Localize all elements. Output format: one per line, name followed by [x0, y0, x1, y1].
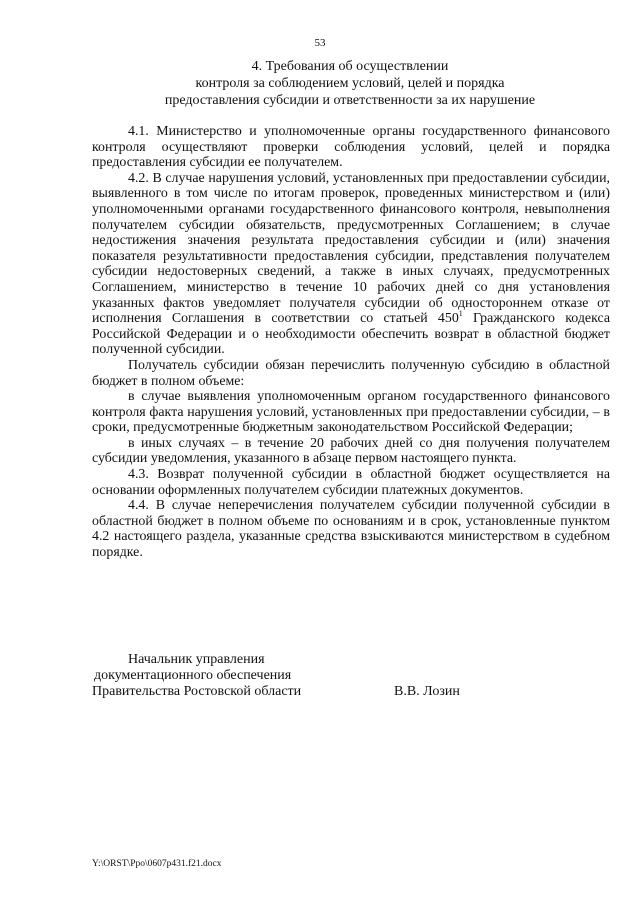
paragraph-4-2 — [92, 171, 610, 358]
signatory-name: В.В. Лозин — [394, 684, 460, 699]
paragraph-4-2-text: 4.2. В случае нарушения условий, установленных при предоставлении субсидии, выявленного в том числе по итогам проверок, проведенных министерством и (или) уполномоченными органами государственного финансового контроля, невыполнения получателем субсидии обязательств, предусмотренных Соглашением; в случае недостижения значения результата предоставления субсидии и (или) значения показателя результативности предоставления субсидии, представления получателем субсидии недостоверных сведений, а также в иных случаях, предусмотренных Соглашением, министерство в течение 10 рабочих дней со дня установления указанных фактов уведомляет получателя субсидии об одностороннем отказе от исполнения Соглашения в соответствии со статьей 450 — [92, 170, 610, 327]
article-superscript: 1 — [458, 309, 463, 319]
paragraph-repayment-case-2: в иных случаях – в течение 20 рабочих дней со дня получения получателем субсидии уведомления, указанного в абзаце первом настоящего пункта. — [92, 435, 610, 467]
paragraph-4-4: 4.4. В случае неперечисления получателем субсидии полученной субсидии в областной бюджет в полном объеме по основаниям и в срок, установленные пунктом 4.2 настоящего раздела, указанные средства взыскиваются министерством в судебном порядке. — [92, 498, 610, 561]
paragraph-4-3: 4.3. Возврат полученной субсидии в областной бюджет осуществляется на основании оформленных получателем субсидии платежных документов. — [92, 467, 610, 498]
paragraph-repayment-obligation: Получатель субсидии обязан перечислить полученную субсидию в областной бюджет в полном объеме: — [92, 357, 610, 389]
section-body — [92, 124, 610, 561]
paragraph-4-2-tail: Гражданского кодекса Российской Федерации и о необходимости обеспечить возврат в областной бюджет полученной субсидии. — [92, 311, 610, 358]
paragraph-4-1: 4.1. Министерство и уполномоченные органы государственного финансового контроля осуществляют проверки соблюдения условий, целей и порядка предоставления субсидии ее получателем. — [92, 124, 610, 171]
signatory-position-line-1: Начальник управления — [128, 652, 265, 667]
section-heading-line-3: предоставления субсидии и ответственности за их нарушение — [164, 93, 536, 108]
signatory-position-line-3: Правительства Ростовской области — [92, 684, 302, 699]
section-heading — [90, 58, 610, 109]
section-heading-line-2: контроля за соблюдением условий, целей и порядка — [195, 76, 505, 91]
signatory-position-line-2: документационного обеспечения — [94, 668, 292, 683]
signatory-position — [92, 652, 301, 700]
paragraph-repayment-case-1: в случае выявления уполномоченным органом государственного финансового контроля факта нарушения условий, установленных при предоставлении субсидии, – в сроки, предусмотренные бюджетным законодательством Российской Федерации; — [92, 389, 610, 436]
section-heading-line-1: 4. Требования об осуществлении — [251, 59, 449, 74]
file-path-footer: Y:\ORST\Ppo\0607p431.f21.docx — [92, 859, 222, 869]
page-number: 53 — [314, 37, 326, 49]
